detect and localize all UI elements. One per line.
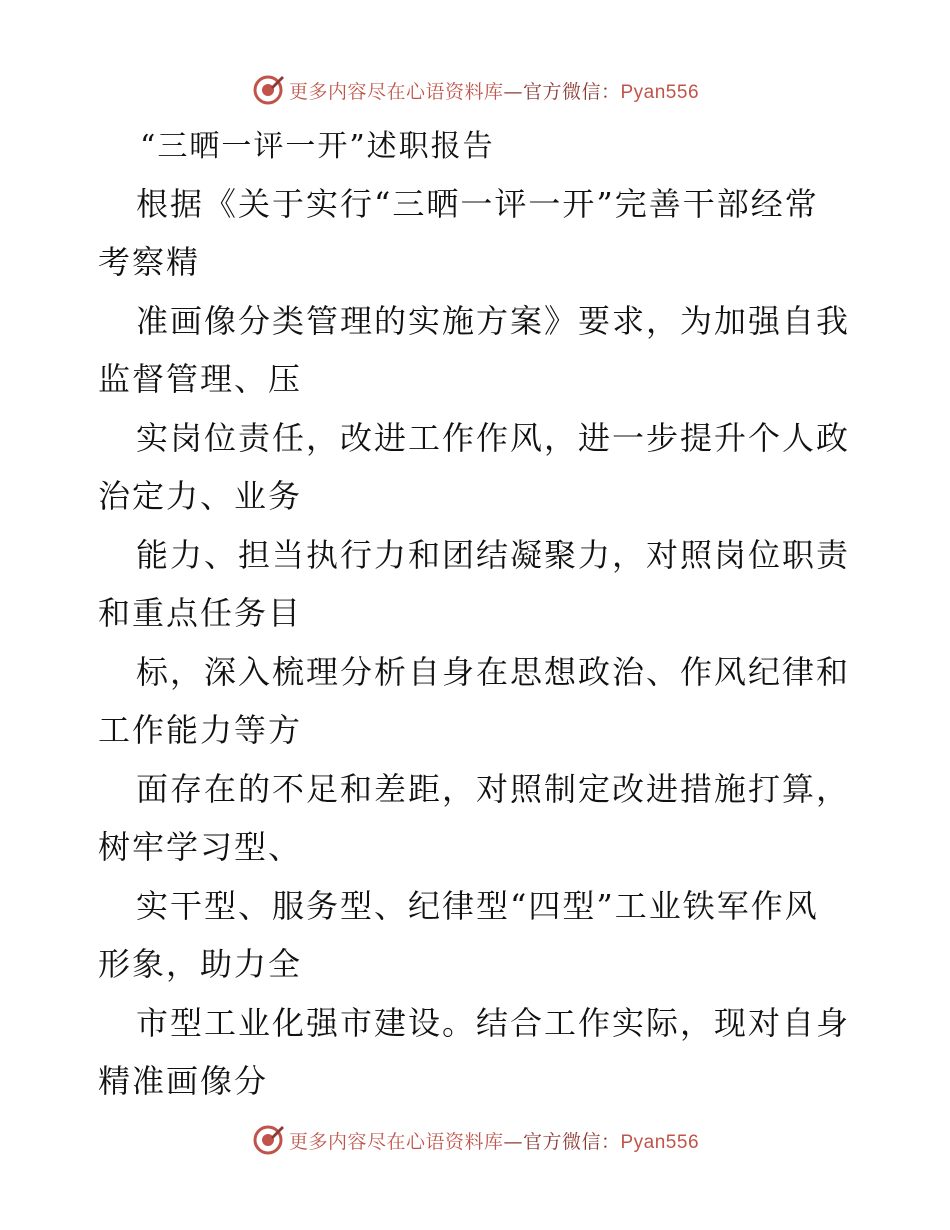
paragraph-line: 实岗位责任，改进工作作风，进一步提升个人政 <box>136 419 851 457</box>
banner-text <box>289 1127 699 1154</box>
paragraph-line: 工作能力等方 <box>98 711 303 749</box>
paragraph <box>98 175 858 291</box>
paragraph-line: 形象，助力全 <box>98 945 303 983</box>
paragraph-line: 监督管理、压 <box>98 360 303 398</box>
paragraph-line: 根据《关于实行“三晒一评一开”完善干部经常 <box>136 185 819 223</box>
paragraph-line: 树牢学习型、 <box>98 828 303 866</box>
header-banner <box>0 70 950 110</box>
banner-wechat-id: Pyan556 <box>620 81 700 103</box>
banner-wechat-id: Pyan556 <box>620 1131 700 1153</box>
paragraph-line: 精准画像分 <box>98 1062 269 1100</box>
pen-logo-icon <box>251 73 285 107</box>
paragraph <box>98 877 858 993</box>
paragraph-line: 和重点任务目 <box>98 594 303 632</box>
paragraph <box>98 409 858 525</box>
paragraph-line: 准画像分类管理的实施方案》要求，为加强自我 <box>136 302 851 340</box>
paragraph-line: 标，深入梳理分析自身在思想政治、作风纪律和 <box>136 653 851 691</box>
banner-wechat-label: 官方微信： <box>522 80 621 103</box>
banner-text <box>289 77 699 104</box>
paragraph <box>98 526 858 642</box>
footer-banner <box>0 1120 950 1160</box>
paragraph-line: 面存在的不足和差距，对照制定改进措施打算， <box>136 770 851 808</box>
banner-dash: — <box>503 1130 523 1153</box>
paragraph <box>98 643 858 759</box>
paragraph-line: 实干型、服务型、纪律型“四型”工业铁军作风 <box>136 887 819 925</box>
paragraph-line: 市型工业化强市建设。结合工作实际，现对自身 <box>136 1004 851 1042</box>
paragraph-line: 治定力、业务 <box>98 477 303 515</box>
banner-main-text: 更多内容尽在心语资料库 <box>288 80 504 103</box>
banner-dash: — <box>503 80 523 103</box>
paragraph-line: 考察精 <box>98 243 201 281</box>
banner-main-text: 更多内容尽在心语资料库 <box>288 1130 504 1153</box>
banner-wechat-label: 官方微信： <box>522 1130 621 1153</box>
paragraph <box>98 994 858 1110</box>
document-title: “三晒一评一开”述职报告 <box>140 129 495 164</box>
paragraph <box>98 292 858 408</box>
paragraph <box>98 760 858 876</box>
paragraph-line: 能力、担当执行力和团结凝聚力，对照岗位职责 <box>136 536 851 574</box>
pen-logo-icon <box>251 1123 285 1157</box>
